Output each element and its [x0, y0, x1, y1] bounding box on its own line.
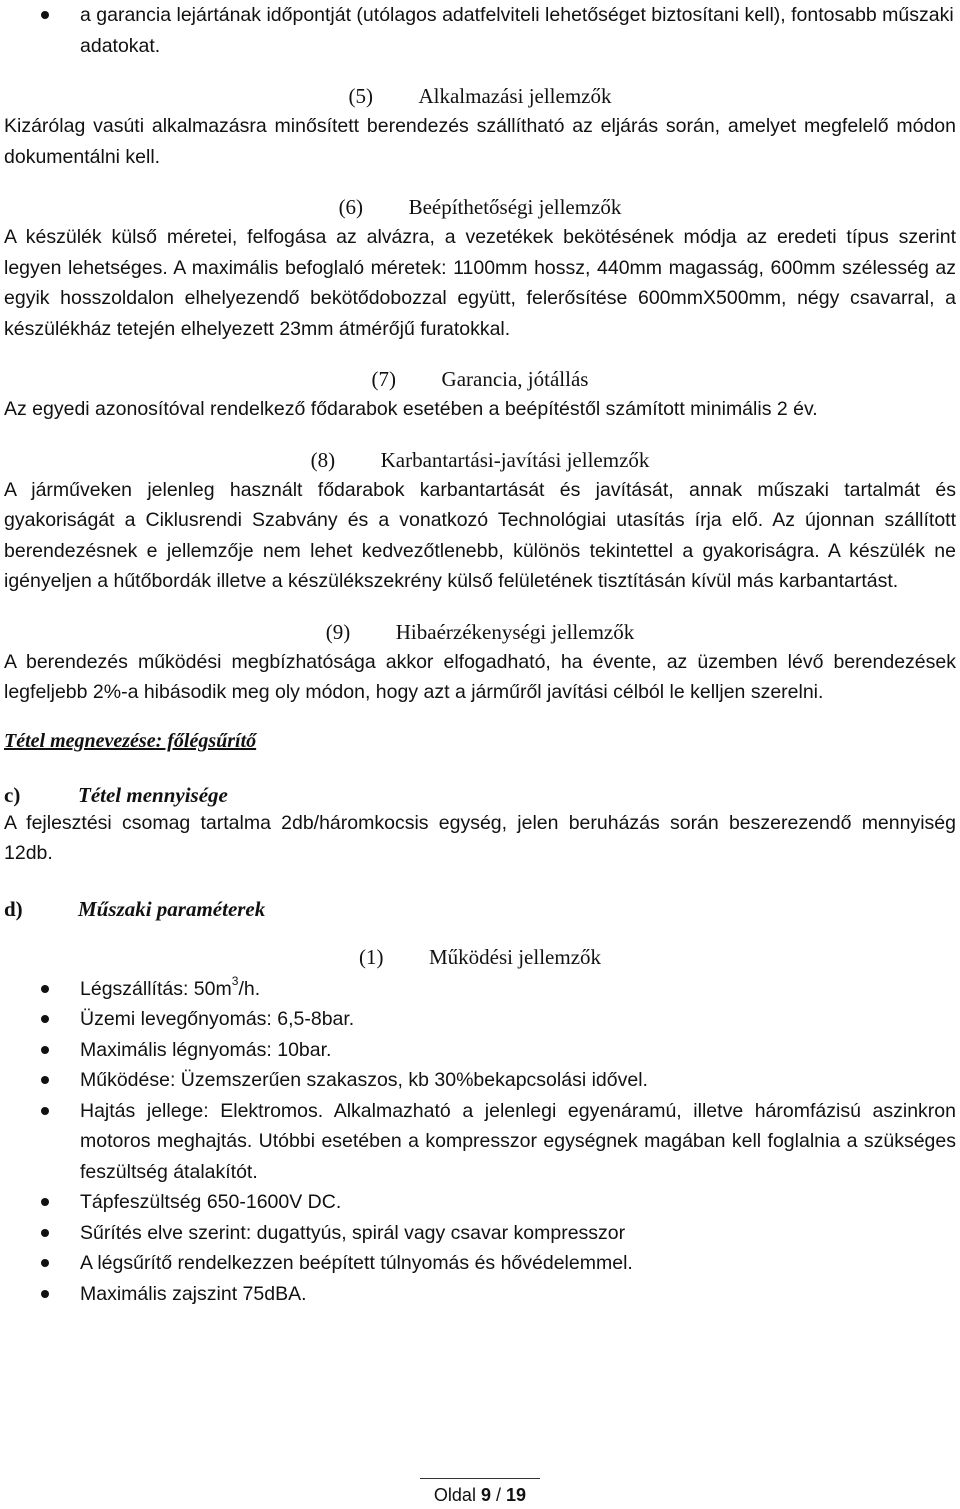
- item-title-text: Tétel megnevezése: főlégsűrítő: [4, 729, 257, 752]
- paragraph-9: A berendezés működési megbízhatósága akkor elfogadható, ha évente, az üzemben lévő berendezések legfeljebb 2%-a hibásodik meg oly módon, hogy azt a járműről javítási célból le kelljen szerelni.: [4, 650, 956, 703]
- heading-9: [4, 617, 956, 647]
- footer-label: Oldal: [433, 1485, 476, 1505]
- section-d-title: [4, 897, 956, 922]
- item-title: [4, 730, 956, 753]
- list-item: Tápfeszültség 650-1600V DC.: [4, 1187, 956, 1218]
- list-item: Hajtás jellege: Elektromos. Alkalmazható a jelenlegi egyenáramú, illetve háromfázisú aszinkron motoros meghajtás. Utóbbi esetében a kompresszor egységnek magában kell foglalnia a szükséges feszültség átalakítót.: [4, 1096, 956, 1188]
- heading-title: Garancia, jótállás: [441, 367, 589, 391]
- section-name: Műszaki paraméterek: [78, 896, 266, 921]
- section-c-title: [4, 783, 956, 808]
- list-item: Működése: Üzemszerűen szakaszos, kb 30%bekapcsolási idővel.: [4, 1065, 956, 1096]
- heading-d1: [4, 942, 956, 972]
- section-name: Tétel mennyisége: [78, 782, 228, 807]
- heading-number: (7): [371, 367, 397, 391]
- heading-number: (5): [348, 84, 373, 108]
- footer-divider: [420, 1478, 540, 1479]
- list-item: Üzemi levegőnyomás: 6,5-8bar.: [4, 1004, 956, 1035]
- paragraph-5: Kizárólag vasúti alkalmazásra minősített berendezés szállítható az eljárás során, amelyet megfelelő módon dokumentálni kell.: [4, 115, 956, 168]
- heading-5: [4, 81, 956, 111]
- d1-bullet-list: [4, 974, 956, 1310]
- heading-title: Hibaérzékenységi jellemzők: [395, 619, 635, 644]
- list-item: a garancia lejártának időpontját (utólagos adatfelviteli lehetőséget biztosítani kell), fontosabb műszaki adatokat.: [4, 0, 956, 61]
- heading-number: (8): [310, 447, 336, 472]
- superscript: 3: [231, 974, 239, 988]
- paragraph-6: A készülék külső méretei, felfogása az alvázra, a vezetékek bekötésének módja az eredeti típus szerint legyen lehetséges. A maximális befoglaló méretek: 1100mm hossz, 440mm magasság, 600mm szélesség az egyik hosszoldalon elhelyezendő bekötődobozzal együtt, felerősítése 600mmX500mm, négy csavarral, a készülékház tetején elhelyezett 23mm átmérőjű furatokkal.: [4, 226, 956, 340]
- document-page: [4, 0, 956, 1309]
- section-letter: d): [4, 896, 23, 921]
- list-item: A légsűrítő rendelkezzen beépített túlnyomás és hővédelemmel.: [4, 1248, 956, 1279]
- heading-number: (9): [325, 619, 351, 644]
- footer-separator: /: [496, 1485, 502, 1505]
- heading-title: Beépíthetőségi jellemzők: [408, 195, 622, 219]
- list-item: Maximális légnyomás: 10bar.: [4, 1035, 956, 1066]
- paragraph-8: A járműveken jelenleg használt fődarabok karbantartását és javítását, annak műszaki tartalmát és gyakoriságát a Ciklusrendi Szabvány és a vonatkozó Technológiai utasítás írja elő. Az újonnan szállított berendezésnek e jellemzője nem lehet kedvezőtlenebb, különös tekintettel a gyakoriságra. A készülék ne igényeljen a hűtőbordák illetve a készülékszekrény külső felületének tisztításán kívül más karbantartást.: [4, 478, 956, 592]
- section-letter: c): [4, 782, 21, 807]
- list-item: Maximális zajszint 75dBA.: [4, 1279, 956, 1310]
- heading-number: (1): [358, 944, 384, 969]
- top-bullet-list: [4, 0, 956, 61]
- footer-page-number: 9: [480, 1485, 491, 1505]
- heading-8: [4, 445, 956, 475]
- heading-7: [4, 364, 956, 394]
- heading-title: Karbantartási-javítási jellemzők: [380, 447, 650, 472]
- heading-title: Működési jellemzők: [428, 944, 602, 969]
- footer-page-total: 19: [506, 1485, 527, 1505]
- heading-title: Alkalmazási jellemzők: [418, 84, 612, 108]
- list-item: Sűrítés elve szerint: dugattyús, spirál vagy csavar kompresszor: [4, 1218, 956, 1249]
- list-item-prefix: Légszállítás: 50m: [80, 977, 232, 1000]
- list-item: [4, 974, 956, 1005]
- heading-number: (6): [338, 195, 364, 219]
- paragraph-7: Az egyedi azonosítóval rendelkező fődarabok esetében a beépítéstől számított minimális 2 év.: [4, 398, 818, 420]
- list-item-suffix: /h.: [238, 977, 261, 1000]
- heading-6: [4, 192, 956, 222]
- page-footer: [0, 1485, 960, 1506]
- paragraph-c: A fejlesztési csomag tartalma 2db/háromkocsis egység, jelen beruházás során beszerezendő mennyiség 12db.: [4, 811, 956, 864]
